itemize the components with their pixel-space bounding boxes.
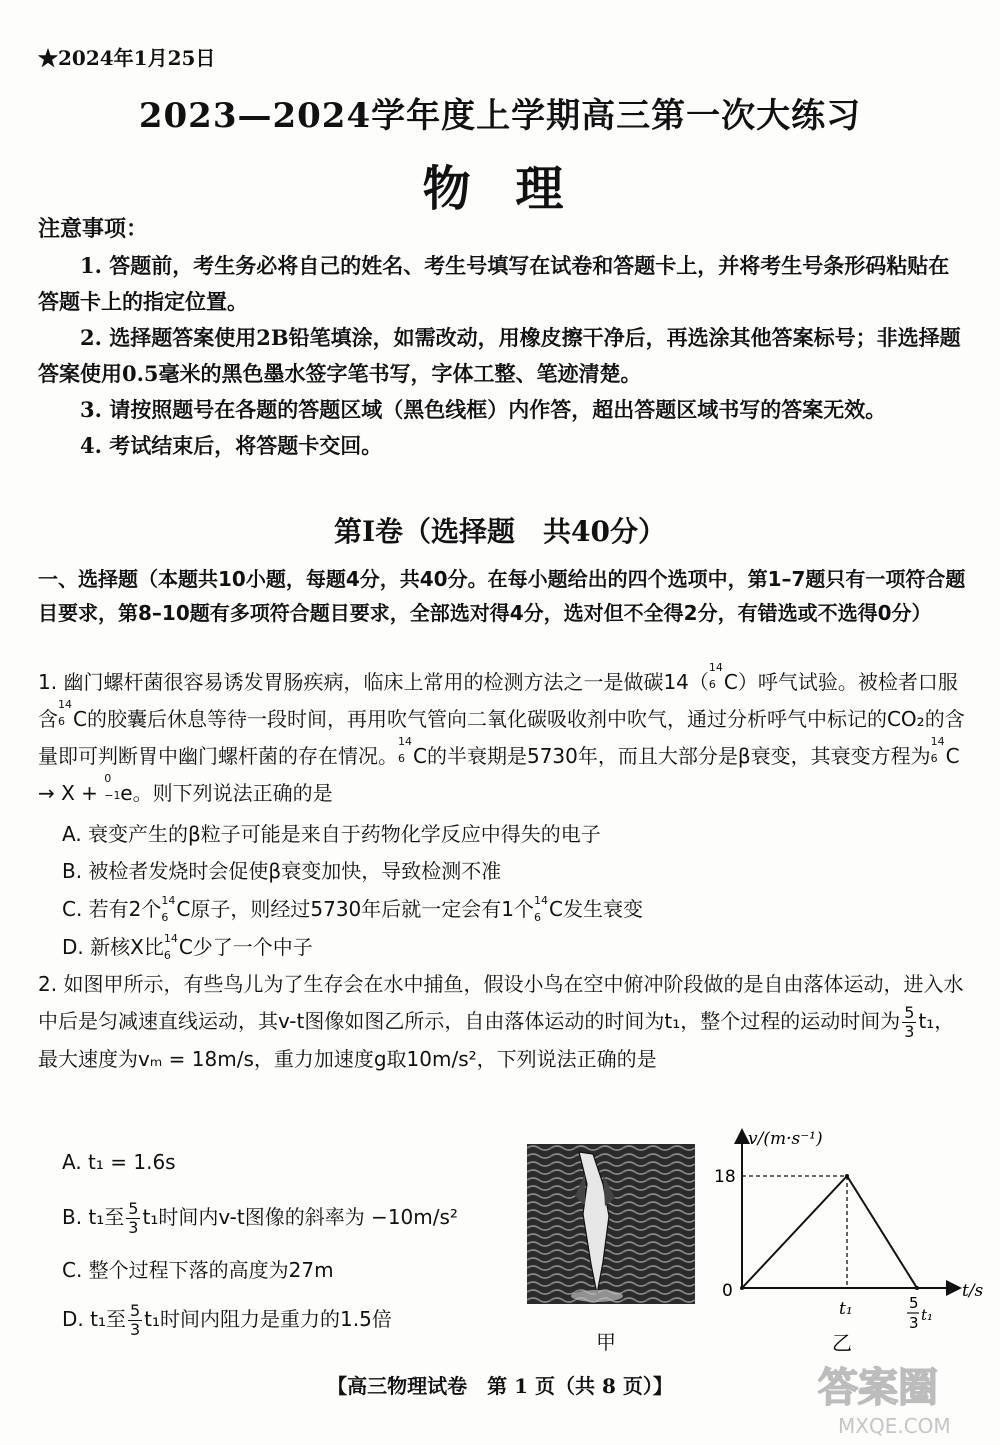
y-tick-18: 18: [714, 1167, 736, 1187]
exam-title: 2023—2024学年度上学期高三第一次大练习: [138, 96, 862, 136]
svg-text:t₁: t₁: [921, 1306, 934, 1324]
subject-title: 物 理: [422, 161, 578, 217]
site-watermark: [808, 1351, 986, 1441]
vt-graph: [708, 1124, 998, 1354]
nuclide-c14: 14 6 C: [398, 735, 427, 768]
q1-text: 。则下列说法正确的是: [132, 781, 333, 805]
nuclide-c14: 14 6 C: [58, 698, 87, 731]
fraction-five-thirds: $\frac{5}{3}$: [904, 1003, 915, 1041]
notice-heading: 注意事项：: [38, 216, 149, 242]
q1-text: ）呼气试验。被检者口服含: [38, 670, 958, 731]
section-instructions: 一、选择题（本题共10小题，每题4分，共40分。在每小题给出的四个选项中，第1–7题只有一项符合题目要求，第8–10题有多项符合题目要求，全部选对得4分，选对但不全得2分，有错选或不选得0分）: [38, 567, 966, 625]
graph-caption: 乙: [832, 1331, 852, 1354]
svg-text:答案圈: 答案圈: [818, 1365, 938, 1411]
notice-list: [38, 248, 968, 464]
svg-text:5: 5: [909, 1294, 919, 1312]
q1-option-b[interactable]: B. 被检者发烧时会促使β衰变加快，导致检测不准: [62, 859, 502, 883]
q1-option-d[interactable]: D. 新核X比 14 6 C少了一个中子: [62, 932, 313, 962]
vt-series: [740, 1174, 919, 1290]
q1-text: 的胶囊后休息等待一段时间，再用吹气管向二氧化碳吸收剂中吹气，通过分析呼气中标记的CO₂的含量即可判断胃中幽门螺杆菌的存在情况。: [38, 707, 965, 768]
q2-option-a[interactable]: A. t₁ = 1.6s: [62, 1150, 176, 1174]
q1-text: 的半衰期是5730年，而且大部分是β衰变，其衰变方程为: [426, 744, 931, 768]
q2-option-d[interactable]: D. t₁至 $\frac{5}{3}$ t₁时间内阻力是重力的1.5倍: [62, 1301, 392, 1339]
q2-option-b[interactable]: B. t₁至 $\frac{5}{3}$ t₁时间内v-t图像的斜率为 −10m/s²: [62, 1199, 458, 1237]
photo-caption: 甲: [596, 1330, 616, 1354]
notice-item: 1. 答题前，考生务必将自己的姓名、考生号填写在试卷和答题卡上，并将考生号条形码粘贴在答题卡上的指定位置。: [38, 253, 950, 314]
q2-text: t₁，最大速度为vₘ = 18m/s，重力加速度g取10m/s²，下列说法正确的是: [38, 1009, 955, 1071]
page-footer: 【高三物理试卷 第 1 页（共 8 页）】: [327, 1374, 673, 1398]
vt-point-0: [740, 1286, 744, 1290]
x-tick-t1: t₁: [839, 1299, 853, 1319]
question-1-stem: 1. 幽门螺杆菌很容易诱发胃肠疾病，临床上常用的检测方法之一是做碳14（ 14 6 C）呼气试验。被检者口服含 14 6 C的胶囊后休息等待一段时间，再用吹气管向二氧化碳吸收剂中吹气，通过分析呼气中标记的CO₂的含量即可判断胃中幽门螺杆菌的存在情况。 14 6 C的半衰期是5730年，而且大部分是β衰变，其衰变方程为 14 6 C → X + 0 −1 e。则下列说法正确的是: [38, 664, 968, 812]
nuclide-c14: 14 6 C: [708, 661, 738, 694]
q1-option-a[interactable]: A. 衰变产生的β粒子可能是来自于药物化学反应中得失的电子: [62, 822, 601, 846]
q1-text: 1. 幽门螺杆菌很容易诱发胃肠疾病，临床上常用的检测方法之一是做碳14（: [38, 670, 709, 694]
vt-point-1: [845, 1174, 849, 1178]
svg-text:3: 3: [909, 1314, 919, 1332]
q1-option-c[interactable]: C. 若有2个 14 6 C原子，则经过5730年后就一定会有1个 14 6 C发生衰变: [62, 894, 643, 924]
notice-item: 3. 请按照题号在各题的答题区域（黑色线框）内作答，超出答题区域书写的答案无效。: [80, 397, 887, 422]
section-title: 第Ⅰ卷（选择题 共40分）: [333, 515, 667, 548]
q2-text: 2. 如图甲所示，有些鸟儿为了生存会在水中捕鱼，假设小鸟在空中俯冲阶段做的是自由落体运动，进入水中后是匀减速直线运动，其v-t图像如图乙所示，自由落体运动的时间为t₁，整个过程的运动时间为: [38, 972, 964, 1033]
decay-equation: 14 6 C: [930, 735, 960, 768]
question-2-stem: [38, 966, 968, 1078]
vt-point-2: [915, 1286, 919, 1290]
exam-date: ★2024年1月25日: [38, 46, 216, 70]
x-axis-label: t/s: [962, 1281, 984, 1301]
notice-item: 4. 考试结束后，将答题卡交回。: [80, 433, 383, 458]
vt-series-line: [742, 1176, 917, 1288]
y-axis-label: v/(m·s⁻¹): [748, 1129, 823, 1149]
svg-text:MXQE.COM: MXQE.COM: [838, 1414, 951, 1438]
electron-symbol: 0 −1 e: [104, 772, 133, 805]
origin-label: 0: [722, 1281, 733, 1301]
notice-item: 2. 选择题答案使用2B铅笔填涂，如需改动，用橡皮擦干净后，再选涂其他答案标号；非选择题答案使用0.5毫米的黑色墨水签字笔书写，字体工整、笔迹清楚。: [38, 325, 961, 386]
diving-bird-photo: [527, 1144, 695, 1304]
q2-option-c[interactable]: C. 整个过程下落的高度为27m: [62, 1258, 334, 1282]
